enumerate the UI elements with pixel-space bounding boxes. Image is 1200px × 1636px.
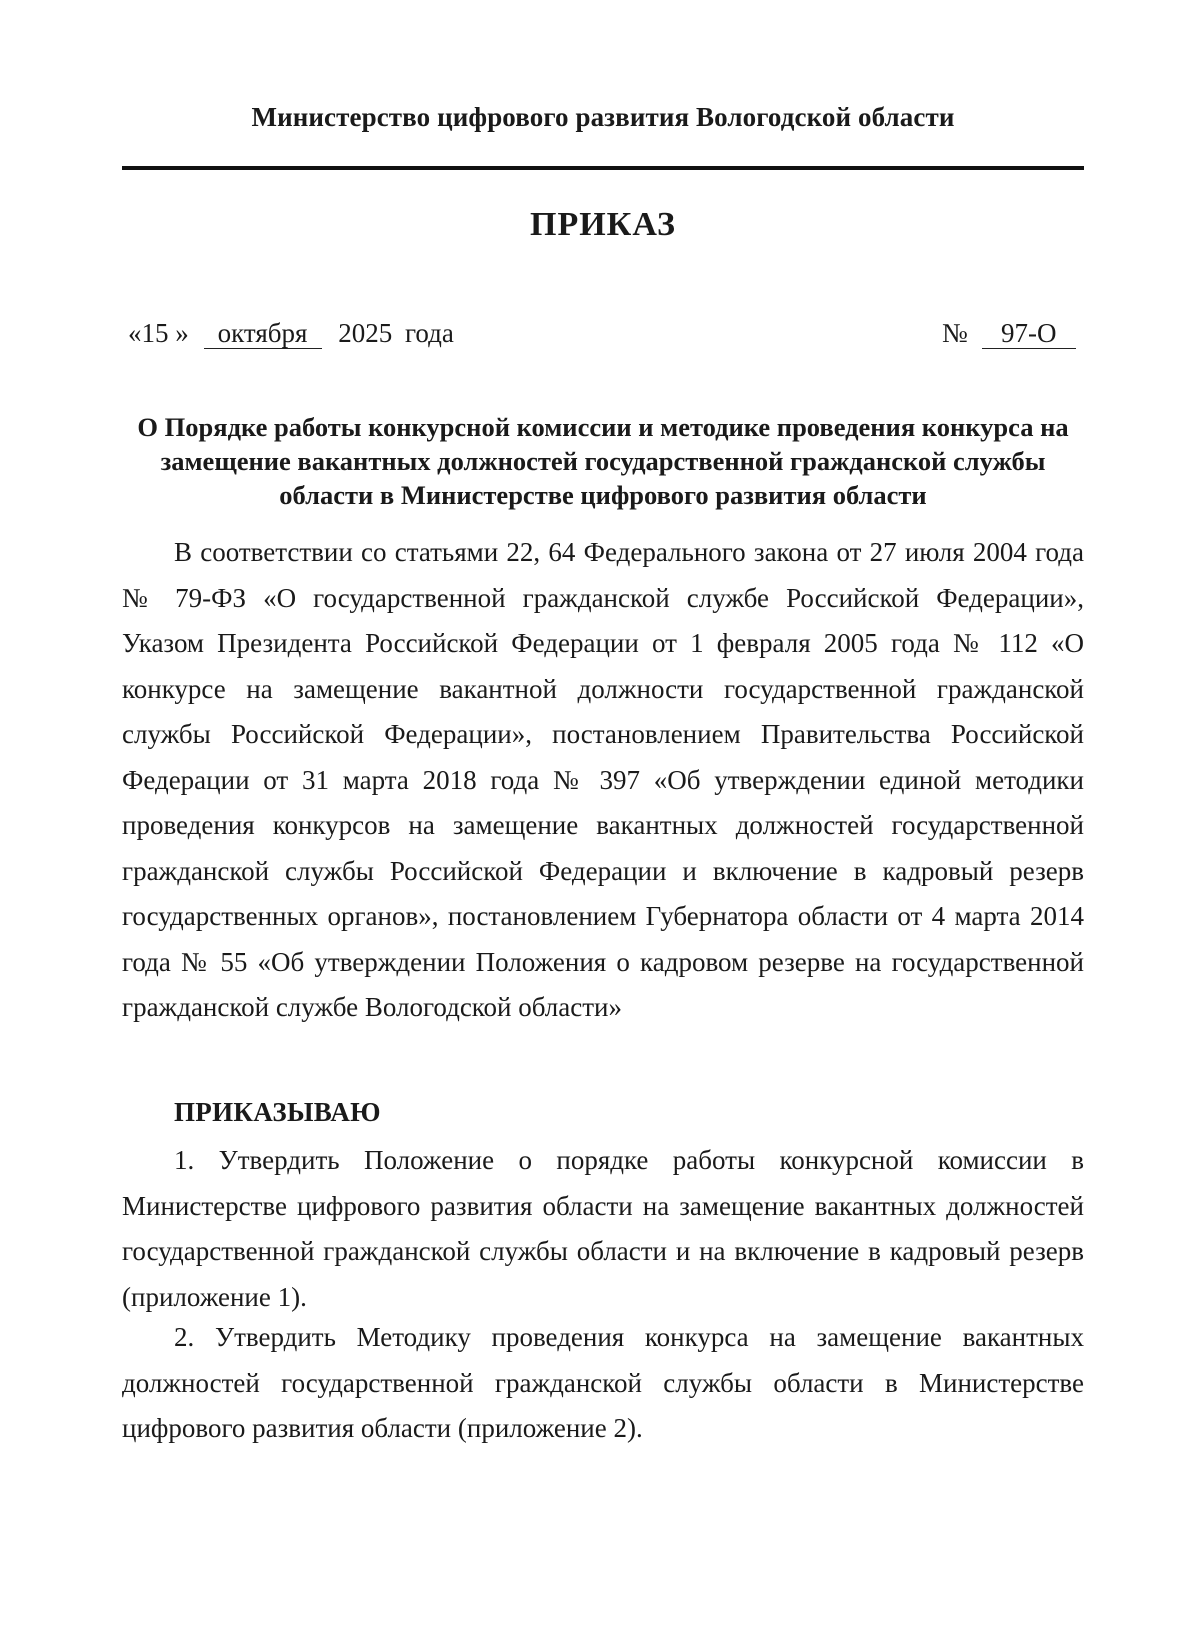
date-year-word: года bbox=[405, 318, 454, 348]
date-month: октября bbox=[204, 318, 322, 349]
order-item-1: 1. Утвердить Положение о порядке работы конкурсной комиссии в Министерстве цифрового развития области на замещение вакантных должностей государственной гражданской службы области и на включение в кадровый резерв (приложение 1). bbox=[122, 1145, 1084, 1312]
date-year: 2025 bbox=[338, 318, 393, 348]
order-subject: О Порядке работы конкурсной комиссии и методике проведения конкурса на замещение вакантных должностей государственной гражданской службы области в Министерстве цифрового развития области bbox=[137, 412, 1069, 510]
order-directive-word: ПРИКАЗЫВАЮ bbox=[174, 1097, 381, 1127]
document-type-title: ПРИКАЗ bbox=[530, 206, 676, 243]
ministry-name: Министерство цифрового развития Вологодской области bbox=[251, 102, 955, 132]
number-sign: № bbox=[942, 318, 968, 348]
date-day: «15 » bbox=[128, 318, 189, 348]
preamble-paragraph: В соответствии со статьями 22, 64 Федерального закона от 27 июля 2004 года № 79-ФЗ «О государственной гражданской службе Российской Федерации», Указом Президента Российской Федерации от 1 февраля 2005 года № 112 «О конкурсе на замещение вакантной должности государственной гражданской службы Российской Федерации», постановлением Правительства Российской Федерации от 31 марта 2018 года № 397 «Об утверждении единой методики проведения конкурсов на замещение вакантных должностей государственной гражданской службы Российской Федерации и включение в кадровый резерв государственных органов», постановлением Губернатора области от 4 марта 2014 года № 55 «Об утверждении Положения о кадровом резерве на государственной гражданской службе Вологодской области» bbox=[122, 537, 1084, 1022]
order-date bbox=[128, 318, 454, 349]
number-value: 97-О bbox=[982, 318, 1076, 349]
order-item-2: 2. Утвердить Методику проведения конкурса на замещение вакантных должностей государственной гражданской службы области в Министерстве цифрового развития области (приложение 2). bbox=[122, 1322, 1084, 1443]
header-divider bbox=[122, 166, 1084, 170]
order-number bbox=[942, 318, 1076, 349]
